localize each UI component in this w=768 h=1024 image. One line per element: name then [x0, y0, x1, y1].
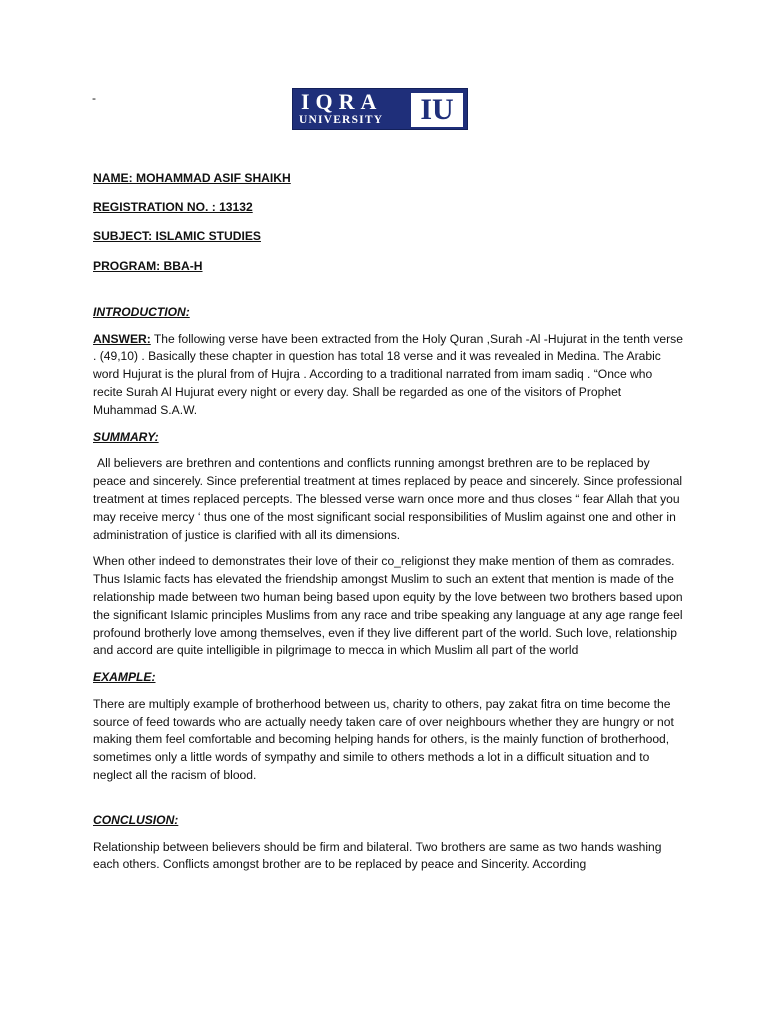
- document-body: [93, 170, 683, 883]
- introduction-heading: INTRODUCTION:: [93, 304, 190, 319]
- logo-university-text: UNIVERSITY: [299, 114, 384, 126]
- example-heading: EXAMPLE:: [93, 670, 156, 685]
- summary-paragraph-1: All believers are brethren and contentions and conflicts running amongst brethren are to be replaced by peace and sincerely. Since preferential treatment at times replaced by peace and sincerely. Since professional treatment at times replaced percepts. The blessed verse warn once more and thus closes “ fear Allah that you may receive mercy ‘ thus one of the most significant social responsibilities of Muslim against one and other in administration of justice is clarified with all its dimensions.: [93, 456, 683, 542]
- program: PROGRAM: BBA-H: [93, 258, 203, 273]
- stray-mark: -: [92, 91, 96, 105]
- answer-label: ANSWER:: [93, 331, 151, 346]
- spacer: [93, 287, 683, 304]
- registration-number: REGISTRATION NO. : 13132: [93, 200, 253, 215]
- summary-heading: SUMMARY:: [93, 429, 159, 444]
- logo-iqra-text: IQRA: [301, 89, 383, 114]
- conclusion-paragraph: Relationship between believers should be firm and bilateral. Two brothers are same as two hands washing each others. Conflicts amongst brother are to be replaced by peace and Sincerity. According: [93, 839, 662, 872]
- iqra-university-logo: [292, 88, 468, 130]
- summary-paragraph-2: When other indeed to demonstrates their love of their co_religionst they make mention of them as comrades. Thus Islamic facts has elevated the friendship amongst Muslim to such an extent that mention is made of the relationship made between two human being based upon equity by the love between two brothers based upon the significant Islamic principles Muslims from any race and tribe speaking any language at any age range feel profound brotherly love among themselves, even if they live different part of the world. Such love, relationship and accord are quite intelligible in pilgrimage to mecca in which Muslim all part of the world: [93, 554, 683, 658]
- logo-iu-mark: IU: [411, 93, 463, 127]
- answer-text: The following verse have been extracted from the Holy Quran ,Surah -Al -Hujurat in the tenth verse . (49,10) . Basically these chapter in question has total 18 verse and it was revealed in Medina. The Arabic word Hujurat is the plural from of Hujra . According to a traditional narrated from imam sadiq . “Once who recite Surah Al Hujurat every night or every day. Shall be regarded as one of the visitors of Prophet Muhammad S.A.W.: [93, 331, 683, 417]
- subject: SUBJECT: ISLAMIC STUDIES: [93, 229, 261, 244]
- answer-paragraph: [93, 331, 683, 420]
- example-paragraph: There are multiply example of brotherhood between us, charity to others, pay zakat fitra on time become the source of feed towards who are actually needy taken care of over neighbours whether they are hungry or not making them feel comfortable and becoming helping hands for others, is the mainly function of brotherhood, sometimes only a little words of sympathy and simile to others methods a lot in a difficult situation and to neglect all the racism of blood.: [93, 696, 674, 783]
- spacer: [93, 794, 683, 812]
- conclusion-heading: CONCLUSION:: [93, 812, 179, 827]
- logo-wordmark: [297, 91, 413, 129]
- student-name: NAME: MOHAMMAD ASIF SHAIKH: [93, 171, 291, 185]
